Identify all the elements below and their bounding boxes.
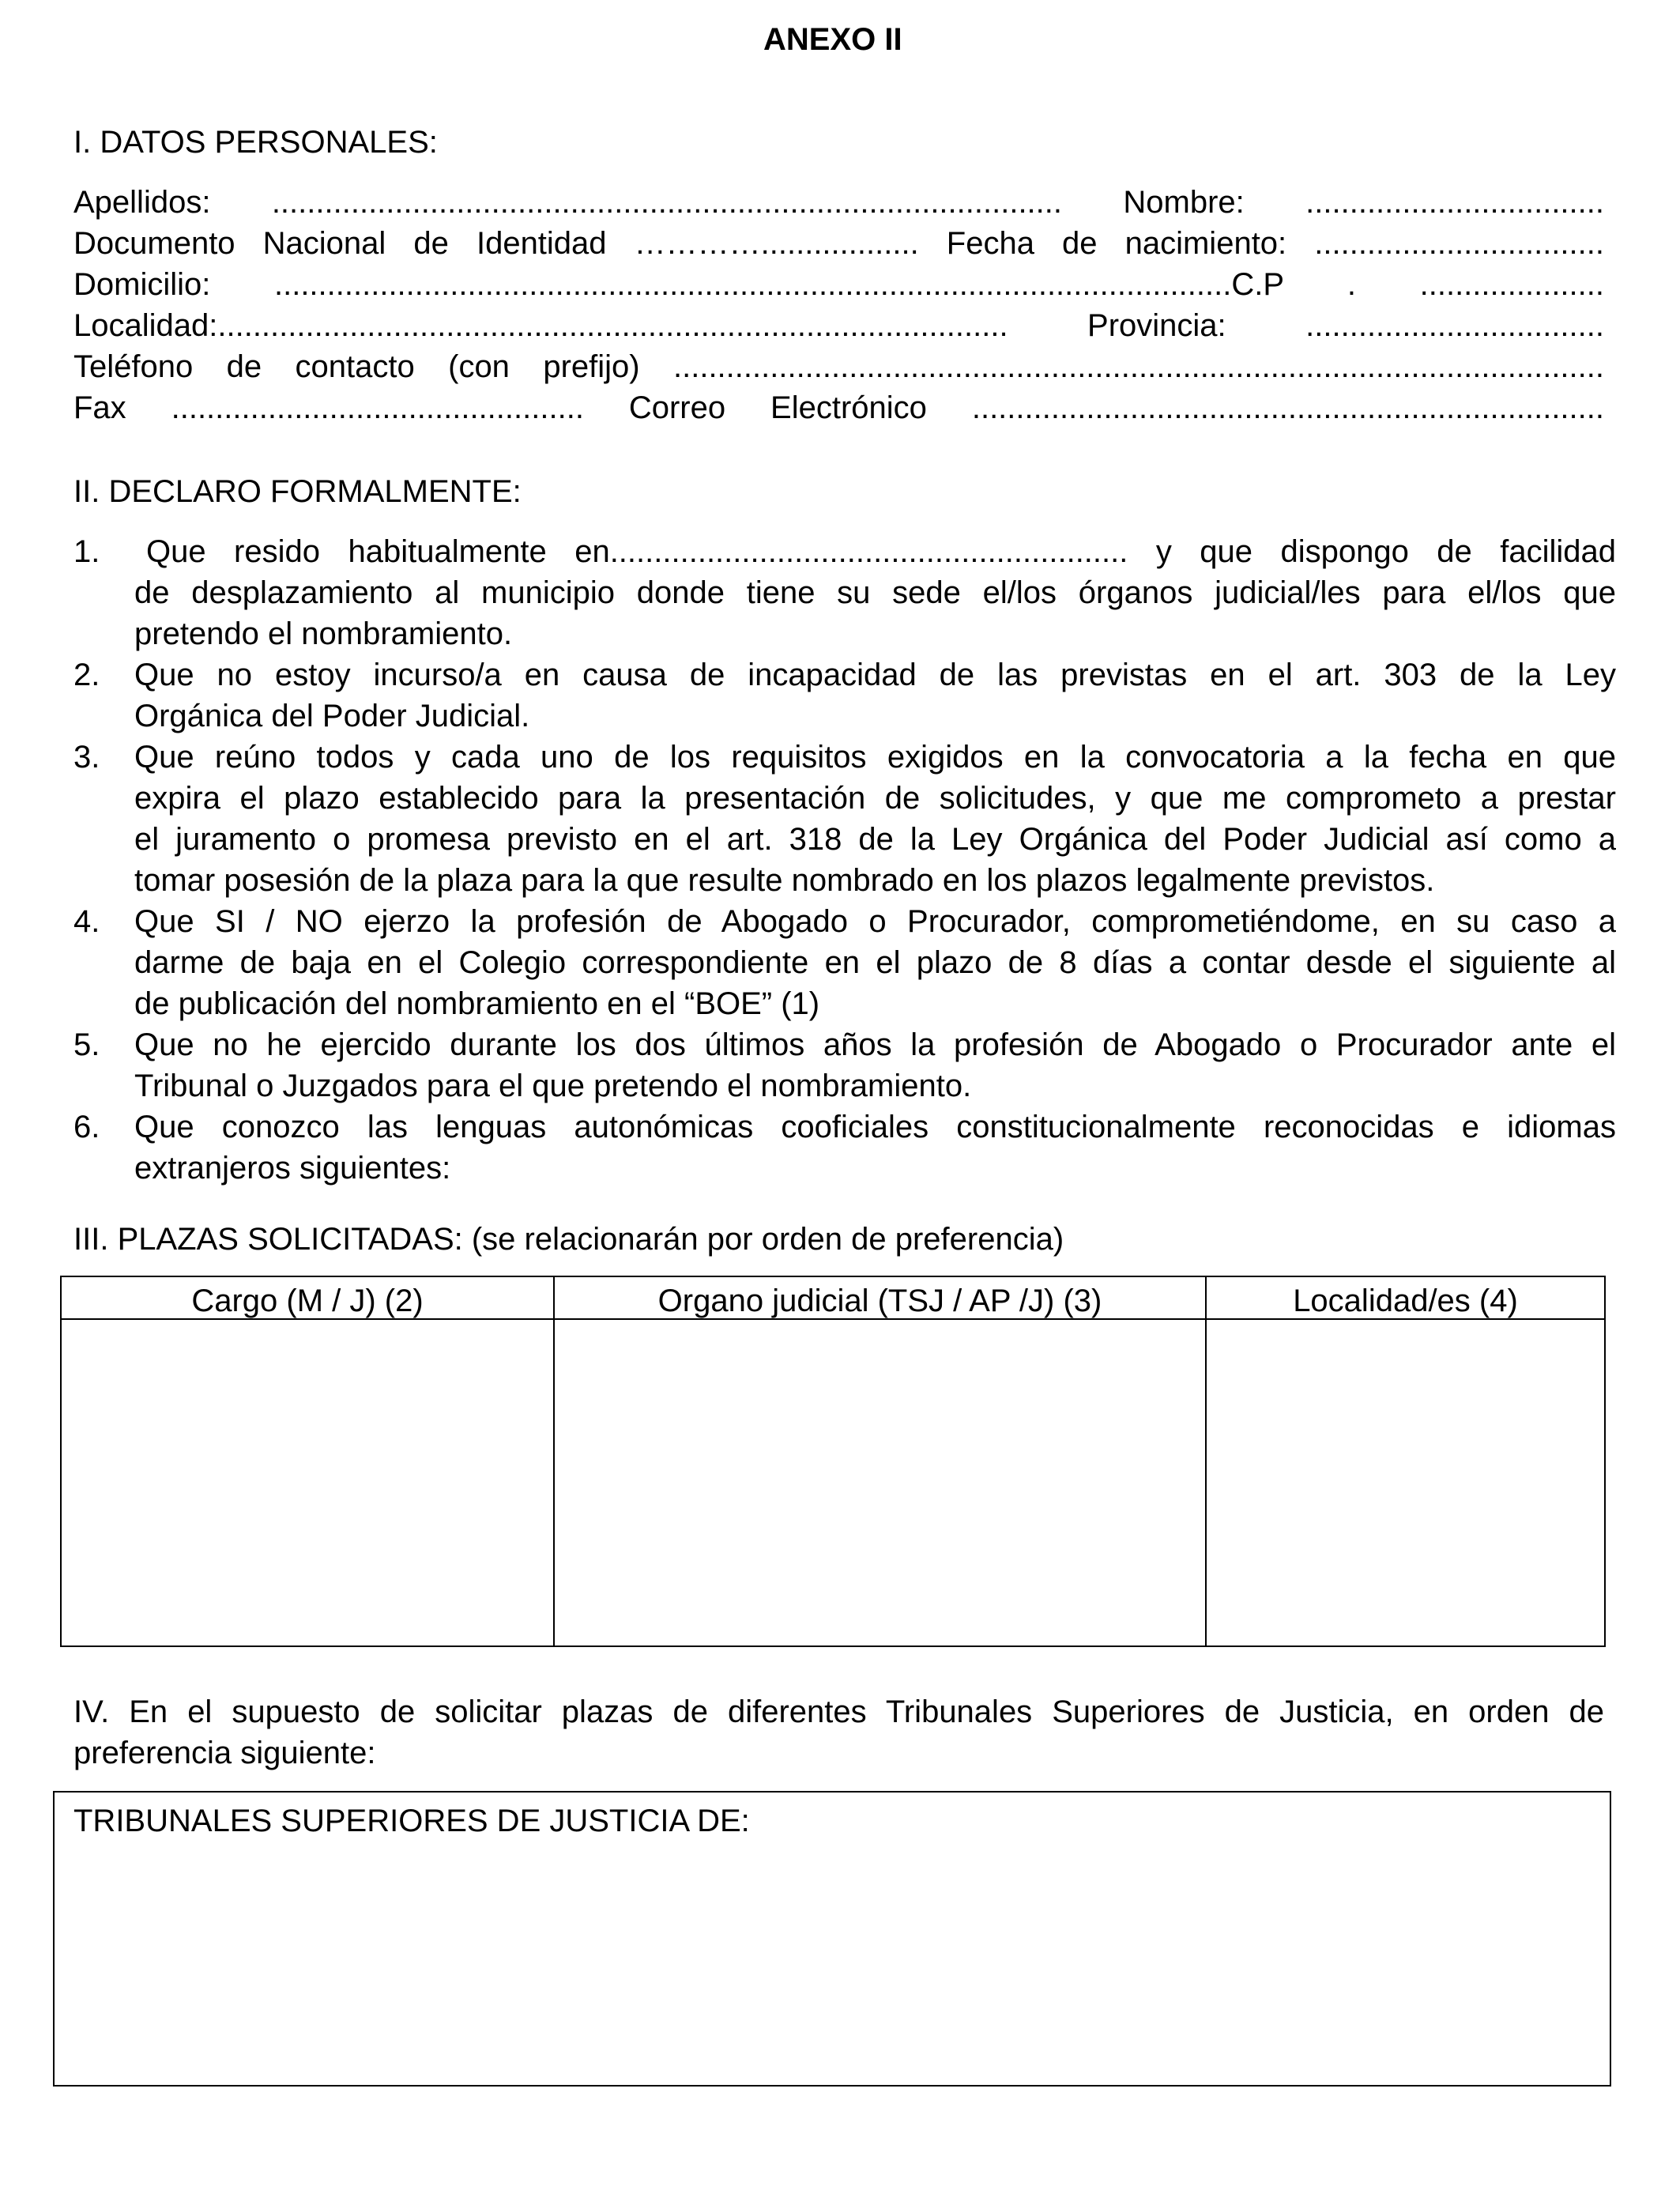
column-header-organo-judicial: Organo judicial (TSJ / AP /J) (3): [657, 1284, 1102, 1318]
item-3-line: tomar posesión de la plaza para la que resulte nombrado en los plazos legalmente previstos.: [134, 863, 1435, 898]
localidad-cell[interactable]: [1207, 1320, 1604, 1646]
id-birthdate-line: Documento Nacional de Identidad ………….................. Fecha de nacimiento: .................................: [73, 226, 1604, 261]
item-number: 5.: [73, 1027, 100, 1062]
column-header-cargo: Cargo (M / J) (2): [191, 1284, 424, 1318]
item-number: 6.: [73, 1110, 100, 1144]
item-5-line: Que no he ejercido durante los dos últimos años la profesión de Abogado o Procurador ante el: [134, 1027, 1616, 1062]
section-tsj-heading: IV. En el supuesto de solicitar plazas de diferentes Tribunales Superiores de Justicia, en orden de: [73, 1695, 1604, 1729]
item-1-line: pretendo el nombramiento.: [134, 616, 513, 651]
item-3-line: Que reúno todos y cada uno de los requisitos exigidos en la convocatoria a la fecha en que: [134, 740, 1616, 775]
item-4-line: Que SI / NO ejerzo la profesión de Abogado o Procurador, comprometiéndome, en su caso a: [134, 904, 1616, 939]
section-personal-data-heading: I. DATOS PERSONALES:: [73, 125, 438, 160]
item-2-line: Que no estoy incurso/a en causa de incapacidad de las previstas en el art. 303 de la Ley: [134, 658, 1616, 692]
item-3-line: expira el plazo establecido para la presentación de solicitudes, y que me comprometo a prestar: [134, 781, 1616, 816]
column-header-localidad: Localidad/es (4): [1293, 1284, 1518, 1318]
locality-province-line: Localidad:.......................................................................................... Provincia: ..................................: [73, 308, 1604, 343]
item-1-line: Que resido habitualmente en........................................................... y que dispongo de facilidad: [146, 534, 1616, 569]
item-number: 3.: [73, 740, 100, 775]
item-number: 2.: [73, 658, 100, 692]
item-1-line: de desplazamiento al municipio donde tiene su sede el/los órganos judicial/les para el/los que: [134, 575, 1616, 610]
tsj-box-label: TRIBUNALES SUPERIORES DE JUSTICIA DE:: [73, 1804, 750, 1838]
organo-judicial-cell[interactable]: [555, 1320, 1203, 1646]
item-3-line: el juramento o promesa previsto en el art. 318 de la Ley Orgánica del Poder Judicial así como a: [134, 822, 1616, 857]
surname-name-line: Apellidos: .......................................................................................... Nombre: ..................................: [73, 185, 1604, 220]
section-tsj-heading-continued: preferencia siguiente:: [73, 1736, 376, 1770]
item-5-line: Tribunal o Juzgados para el que pretendo el nombramiento.: [134, 1069, 972, 1103]
page-title: ANEXO II: [763, 22, 902, 57]
item-number: 4.: [73, 904, 100, 939]
item-4-line: darme de baja en el Colegio correspondiente en el plazo de 8 días a contar desde el siguiente al: [134, 945, 1616, 980]
item-6-line: extranjeros siguientes:: [134, 1151, 451, 1186]
section-declaration-heading: II. DECLARO FORMALMENTE:: [73, 474, 522, 509]
item-6-line: Que conozco las lenguas autonómicas cooficiales constitucionalmente reconocidas e idiomas: [134, 1110, 1616, 1144]
fax-email-line: Fax ............................................... Correo Electrónico ........................................................................: [73, 390, 1604, 425]
section-requested-positions-heading: III. PLAZAS SOLICITADAS: (se relacionarán por orden de preferencia): [73, 1222, 1064, 1257]
item-4-line: de publicación del nombramiento en el “BOE” (1): [134, 986, 820, 1021]
address-postcode-line: Domicilio: .............................................................................................................C.P . .....................: [73, 267, 1604, 302]
item-number: 1.: [73, 534, 100, 569]
cargo-cell[interactable]: [62, 1320, 552, 1646]
phone-line: Teléfono de contacto (con prefijo) ..........................................................................................................: [73, 349, 1604, 384]
item-2-line: Orgánica del Poder Judicial.: [134, 699, 530, 733]
